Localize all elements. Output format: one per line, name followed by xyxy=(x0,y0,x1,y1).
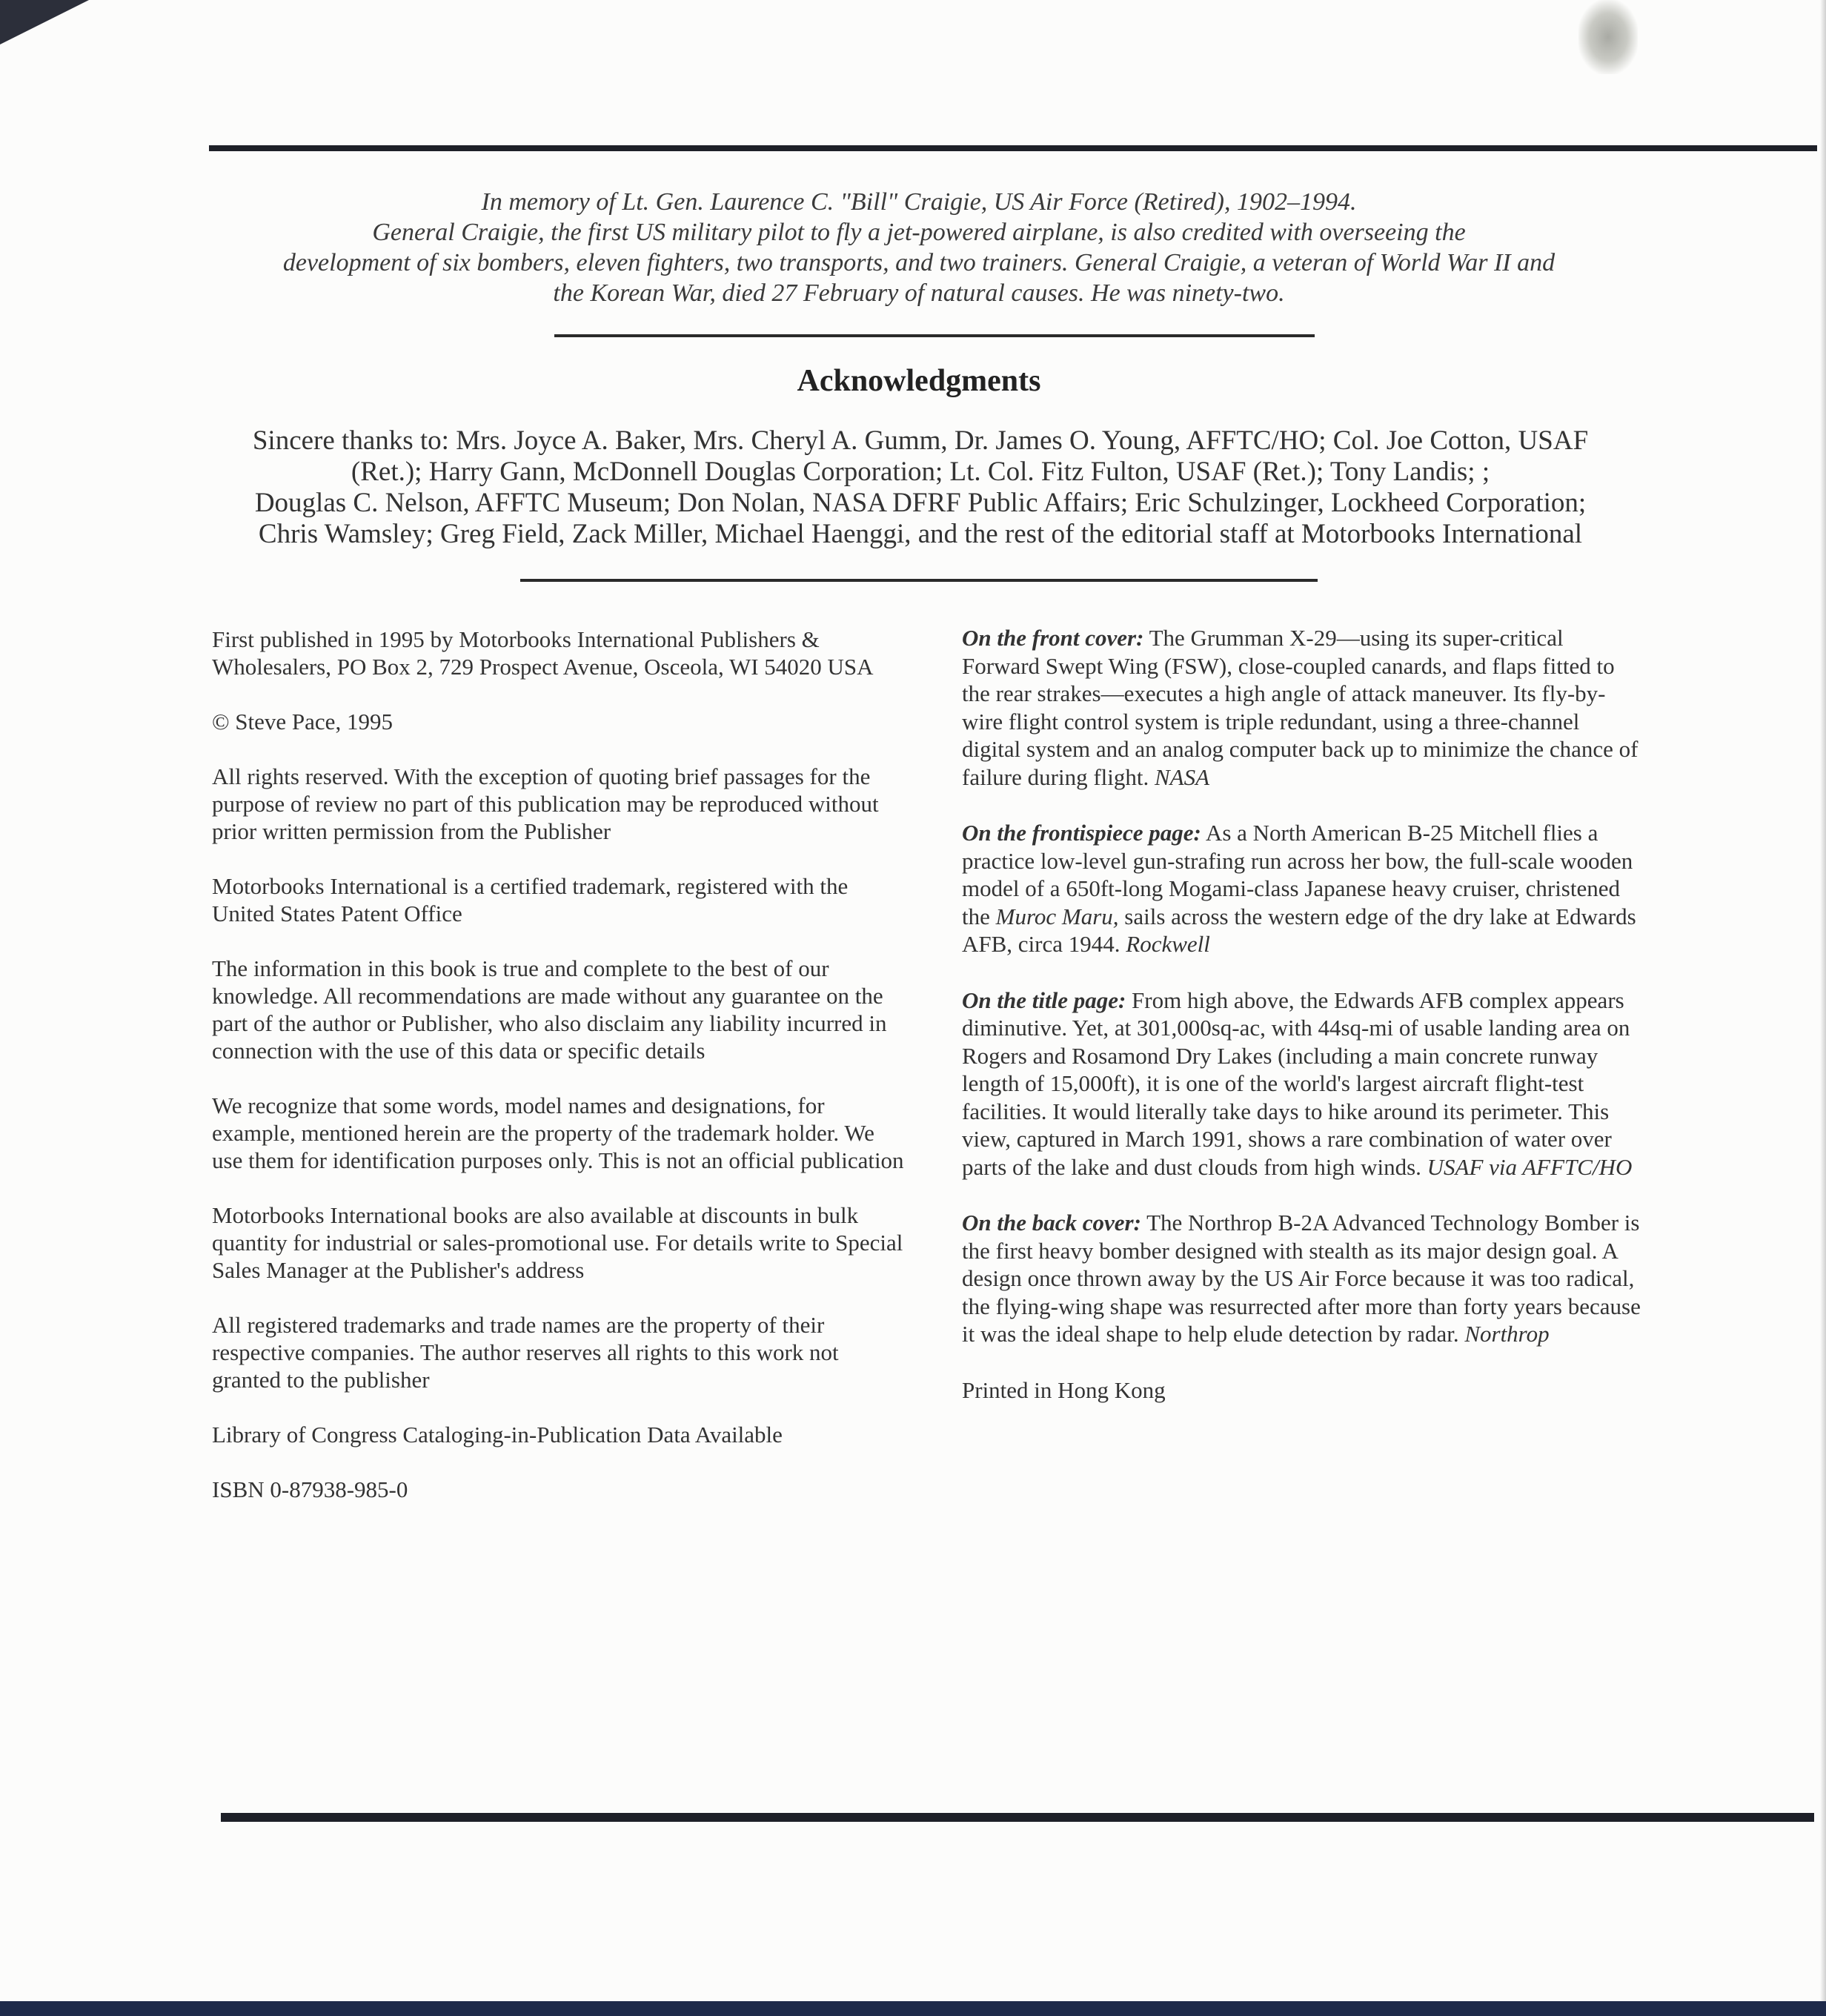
caption-lead: On the frontispiece page: xyxy=(962,820,1201,846)
frontispiece-caption xyxy=(962,819,1644,958)
photo-credit: Northrop xyxy=(1464,1321,1550,1347)
acknowledgments-text xyxy=(209,425,1632,550)
caption-lead: On the back cover: xyxy=(962,1210,1141,1236)
photo-credit: USAF via AFFTC/HO xyxy=(1427,1153,1633,1180)
front-cover-caption xyxy=(962,624,1644,791)
caption-lead: On the front cover: xyxy=(962,625,1144,651)
bottom-edge-band xyxy=(0,2001,1826,2016)
printed-in: Printed in Hong Kong xyxy=(962,1376,1166,1403)
caption-text: sails across the western edge of the dry lake at Edwards AFB, circa 1944. xyxy=(962,903,1636,957)
rights-reserved: All rights reserved. With the exception of quoting brief passages for the purpose of review no part of this publication may be reproduced without prior written permission from the Publisher xyxy=(212,763,879,844)
copyright-column xyxy=(212,626,909,1531)
memorial-dedication xyxy=(245,187,1593,308)
ship-name: Muroc Maru, xyxy=(995,903,1119,929)
page-smudge xyxy=(1578,0,1638,74)
divider-rule xyxy=(554,334,1315,337)
acknowledgments-line: Sincere thanks to: Mrs. Joyce A. Baker, Mrs. Cheryl A. Gumm, Dr. James O. Young, AFFTC/HO; Col. Joe Cotton, USAF xyxy=(252,425,1589,456)
page-corner-mark xyxy=(0,0,89,44)
photo-credit: NASA xyxy=(1155,763,1210,790)
caption-text: The Northrop B-2A Advanced Technology Bomber is the first heavy bomber designed with stealth as its major design goal. A design once thrown away by the US Air Force because it was too radical, the flying-wing shape was resurrected after more than forty years because it was the ideal shape to help elude detection by radar. xyxy=(962,1210,1641,1347)
cataloging-data: Library of Congress Cataloging-in-Publication Data Available xyxy=(212,1422,783,1448)
caption-text: From high above, the Edwards AFB complex appears diminutive. Yet, at 301,000sq-ac, with 44sq-mi of usable landing area on Rogers and Rosamond Dry Lakes (including a main concrete runway length of 15,000ft), it is one of the world's largest aircraft flight-test facilities. It would literally take days to hike around its perimeter. This view, captured in March 1991, shows a rare combination of water over parts of the lake and dust clouds from high winds. xyxy=(962,987,1630,1180)
acknowledgments-line: Douglas C. Nelson, AFFTC Museum; Don Nolan, NASA DFRF Public Affairs; Eric Schulzinger, Lockheed Corporation; xyxy=(254,488,1587,518)
memorial-line: development of six bombers, eleven fighters, two transports, and two trainers. General Craigie, a veteran of World War II and xyxy=(282,249,1556,276)
caption-lead: On the title page: xyxy=(962,987,1126,1013)
top-rule xyxy=(209,145,1817,151)
bulk-sales-notice: Motorbooks International books are also available at discounts in bulk quantity for industrial or sales-promotional use. For details write to Special Sales Manager at the Publisher's address xyxy=(212,1202,903,1283)
acknowledgments-line: Chris Wamsley; Greg Field, Zack Miller, Michael Haenggi, and the rest of the editorial staff at Motorbooks International xyxy=(258,519,1583,549)
acknowledgments-line: (Ret.); Harry Gann, McDonnell Douglas Corporation; Lt. Col. Fitz Fulton, USAF (Ret.); Tony Landis; ; xyxy=(351,457,1490,487)
copyright-notice: © Steve Pace, 1995 xyxy=(212,709,393,735)
divider-rule xyxy=(520,579,1318,582)
liability-disclaimer: The information in this book is true and complete to the best of our knowledge. All recommendations are made without any guarantee on the part of the author or Publisher, who also disclaim any liability incurred in connection with the use of this data or specific details xyxy=(212,955,887,1064)
caption-text: As a North American B-25 Mitchell flies a practice low-level gun-strafing run across her bow, the full-scale wooden model of a 650ft-long Mogami-class Japanese heavy cruiser, christened the xyxy=(962,820,1633,929)
acknowledgments-title: Acknowledgments xyxy=(797,364,1041,398)
page-edge-shadow xyxy=(1820,0,1826,2016)
memorial-line: General Craigie, the first US military pilot to fly a jet-powered airplane, is also credited with overseeing the xyxy=(372,219,1466,246)
bottom-rule xyxy=(221,1813,1814,1822)
photo-credit: Rockwell xyxy=(1126,931,1210,957)
trademark-recognition: We recognize that some words, model names and designations, for example, mentioned herein are the property of the trademark holder. We use them for identification purposes only. This is not an official publication xyxy=(212,1092,904,1173)
caption-text: The Grumman X-29—using its super-critical Forward Swept Wing (FSW), close-coupled canards, and flaps fitted to the rear strakes—executes a high angle of attack maneuver. Its fly-by-wire flight control system is triple redundant, using a three-channel digital system and an analog computer back up to minimize the chance of failure during flight. xyxy=(962,625,1639,790)
image-credits-column xyxy=(962,624,1644,1432)
trademark-notice: Motorbooks International is a certified trademark, registered with the United States Patent Office xyxy=(212,873,849,926)
isbn: ISBN 0-87938-985-0 xyxy=(212,1476,408,1502)
registered-trademarks: All registered trademarks and trade names are the property of their respective companies. The author reserves all rights to this work not granted to the publisher xyxy=(212,1312,839,1393)
memorial-line: the Korean War, died 27 February of natural causes. He was ninety-two. xyxy=(553,279,1285,307)
memorial-line: In memory of Lt. Gen. Laurence C. "Bill" Craigie, US Air Force (Retired), 1902–1994. xyxy=(481,188,1357,216)
title-page-caption xyxy=(962,987,1644,1181)
publication-info: First published in 1995 by Motorbooks International Publishers & Wholesalers, PO Box 2, 729 Prospect Avenue, Osceola, WI 54020 USA xyxy=(212,626,874,680)
back-cover-caption xyxy=(962,1209,1644,1348)
